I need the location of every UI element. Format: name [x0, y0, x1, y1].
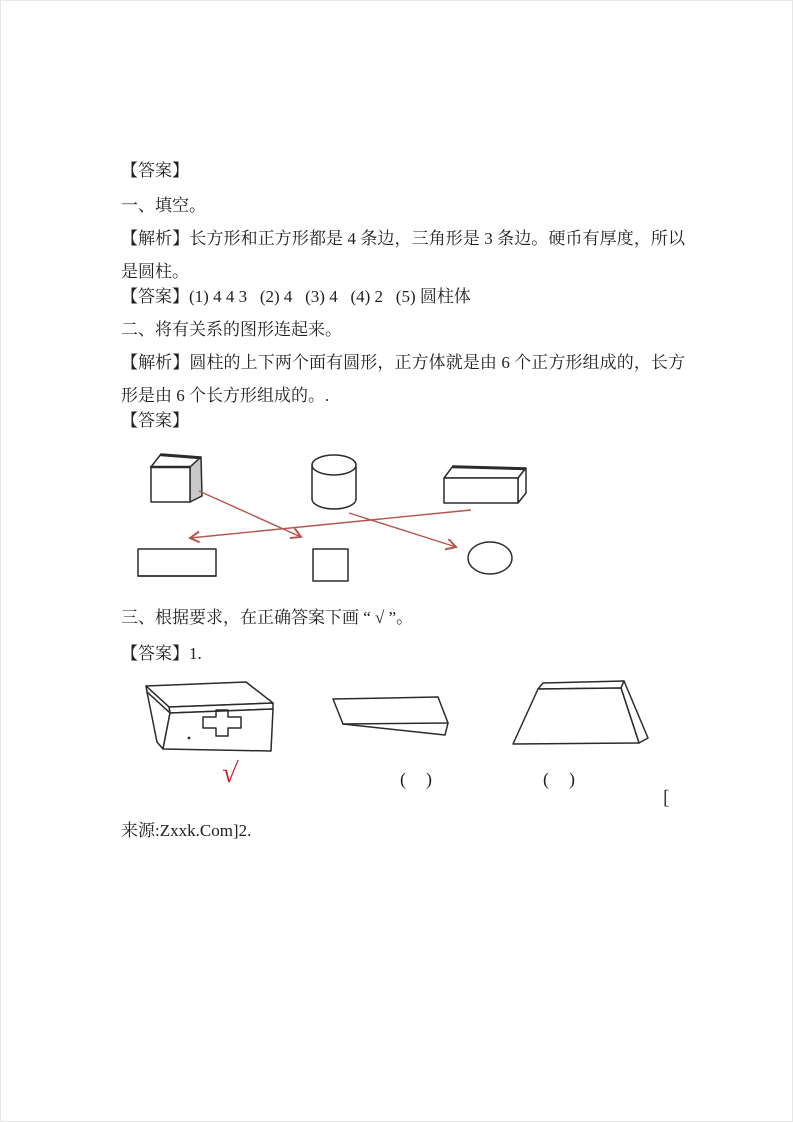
- section1-title: 一、填空。: [121, 196, 206, 215]
- section3-shape-options: [121, 669, 681, 769]
- section3-answer-prefix: 【答案】1.: [121, 644, 202, 663]
- blank-parens-2: ( ): [543, 769, 576, 789]
- arrow-cuboid-to-rectangle: [190, 510, 471, 538]
- square-shape: [313, 549, 348, 581]
- cuboid-shape: [444, 466, 526, 503]
- thin-slab-shape: [333, 697, 448, 735]
- first-aid-box-shape: [146, 682, 273, 751]
- cube-shape: [151, 454, 202, 502]
- answers-header: 【答案】: [121, 161, 189, 180]
- section2-title: 二、将有关系的图形连起来。: [121, 320, 342, 339]
- arrow-cube-to-square: [199, 491, 301, 537]
- section1-analysis: 【解析】长方形和正方形都是 4 条边，三角形是 3 条边。硬币有厚度，所以是圆柱。: [121, 229, 685, 281]
- rectangle-shape: [138, 549, 216, 576]
- match-diagram: [111, 441, 541, 591]
- section1-answer: 【答案】(1) 4 4 3 (2) 4 (3) 4 (4) 2 (5) 圆柱体: [121, 287, 471, 306]
- cylinder-shape: [312, 455, 356, 509]
- correct-checkmark: √: [220, 758, 240, 789]
- arrow-cylinder-to-circle: [349, 513, 456, 547]
- blank-parens-1: ( ): [400, 769, 433, 789]
- circle-shape: [468, 542, 512, 574]
- dot-detail: [188, 737, 191, 740]
- section2-analysis: 【解析】圆柱的上下两个面有圆形，正方体就是由 6 个正方形组成的，长方形是由 6 个长方形组成的。.: [121, 353, 685, 405]
- stray-bracket: [: [663, 787, 670, 809]
- section3-title: 三、根据要求，在正确答案下画 “ √ ”。: [121, 608, 414, 627]
- section2-answer-header: 【答案】: [121, 411, 189, 430]
- source-line: 来源:Zxxk.Com]2.: [121, 821, 252, 840]
- trapezoid-prism-shape: [513, 681, 648, 744]
